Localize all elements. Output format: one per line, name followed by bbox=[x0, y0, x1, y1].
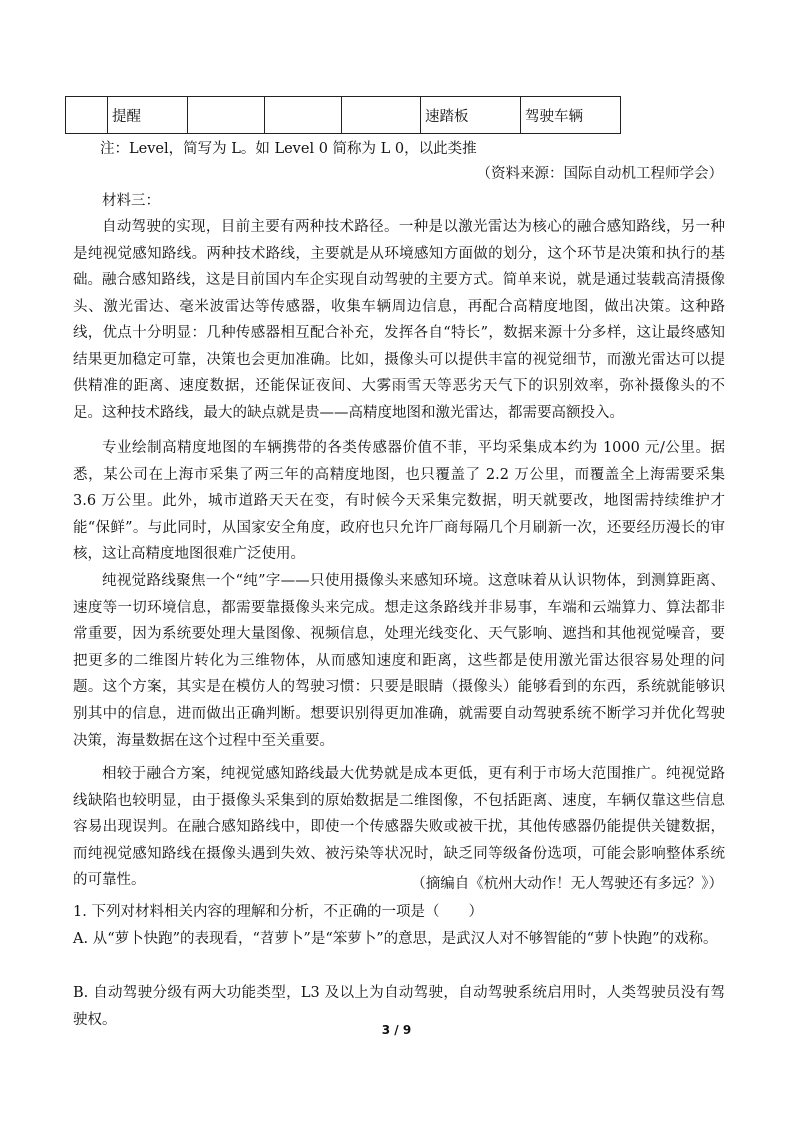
table-note: 注：Level，简写为 L。如 Level 0 简称为 L 0，以此类推 bbox=[100, 141, 477, 157]
level-table-fragment bbox=[65, 96, 621, 134]
question-stem: 1. 下列对材料相关内容的理解和分析，不正确的一项是（ ） bbox=[73, 904, 483, 920]
paragraph: 专业绘制高精度地图的车辆携带的各类传感器价值不菲，平均采集成本约为 1000 元/公里。据悉，某公司在上海市采集了两三年的高精度地图，也只覆盖了 2.2 万公里，而覆盖全上海需要采集 3.6 万公里。此外，城市道路天天在变，有时候今天采集完数据，明天就要改，地图需持续维护才能“保鲜”。与此同时，从国家安全角度，政府也只允许厂商每隔几个月刷新一次，还要经历漫长的审核，这让高精度地图很难广泛使用。 bbox=[73, 440, 725, 563]
table-cell: 提醒 bbox=[108, 97, 188, 134]
paragraph: 自动驾驶的实现，目前主要有两种技术路径。一种是以激光雷达为核心的融合感知路线，另一种是纯视觉感知路线。两种技术路线，主要就是从环境感知方面做的划分，这个环节是决策和执行的基础。 bbox=[73, 219, 725, 289]
option-b: B. 自动驾驶分级有两大功能类型，L3 及以上为自动驾驶，自动驾驶系统启用时，人类驾驶员没有驾驶权。 bbox=[73, 985, 725, 1028]
table-cell: 速踏板 bbox=[421, 97, 521, 134]
excerpt-source: （摘编自《杭州大动作！无人驾驶还有多远？》） bbox=[411, 876, 723, 892]
page-number: 3 / 9 bbox=[381, 1023, 412, 1037]
table-cell bbox=[265, 97, 342, 134]
material-heading: 材料三： bbox=[102, 193, 160, 209]
paragraph: 纯视觉路线聚焦一个“纯”字——只使用摄像头来感知环境。这意味着从认识物体，到测算距离、速度等一切环境信息，都需要靠摄像头来完成。想走这条路线并非易事，车端和云端算力、算法都非常重要，因为系统要处理大量图像、视频信息，处理光线变化、天气影响、遮挡和其他视觉噪音，要把更多的二维图片转化为三维物体，从而感知速度和距离，这些都是使用激光雷达很容易处理的问题。这个方案，其实是在模仿人的驾驶习惯：只要是眼睛（摄像头）能够看到的东西，系统就能够识别其中的信息，进而做出正确判断。想要识别得更加准确，就需要自动驾驶系统不断学习并优化驾驶决策，海量数据在这个过程中至关重要。 bbox=[73, 573, 725, 749]
source-citation: （资料来源：国际自动机工程师学会） bbox=[476, 166, 723, 182]
table-cell bbox=[188, 97, 265, 134]
paragraph: 融合感知路线，这是目前国内车企实现自动驾驶的主要方式。简单来说，就是通过装载高清摄像头、激光雷达、毫米波雷达等传感器，收集车辆周边信息，再配合高精度地图，做出决策。这种路线，优点十分明显：几种传感器相互配合补充，发挥各自“特长”，数据来源十分多样，这让最终感知结果更加稳定可靠，决策也会更加准确。比如，摄像头可以提供丰富的视觉细节，而激光雷达可以提供精准的距离、速度数据，还能保证夜间、大雾雨雪天等恶劣天气下的识别效率，弥补摄像头的不足。这种技术路线，最大的缺点就是贵——高精度地图和激光雷达，都需要高额投入。 bbox=[73, 272, 725, 421]
table-cell bbox=[342, 97, 421, 134]
table-cell bbox=[66, 97, 108, 134]
table-cell: 驾驶车辆 bbox=[521, 97, 621, 134]
table-row bbox=[66, 97, 621, 134]
option-a: A. 从“萝卜快跑”的表现看，“苕萝卜”是“笨萝卜”的意思，是武汉人对不够智能的“萝卜快跑”的戏称。 bbox=[73, 931, 718, 947]
paragraph: 相较于融合方案，纯视觉感知路线最大优势就是成本更低，更有利于市场大范围推广。纯视觉路线缺陷也较明显，由于摄像头采集到的原始数据是二维图像，不包括距离、速度，车辆仅靠这些信息容易出现误判。在融合感知路线中，即使一个传感器失败或被干扰，其他传感器仍能提供关键数据，而纯视觉感知路线在摄像头遇到失效、被污染等状况时，缺乏同等级备份选项，可能会影响整体系统的可靠性。 bbox=[73, 766, 725, 889]
